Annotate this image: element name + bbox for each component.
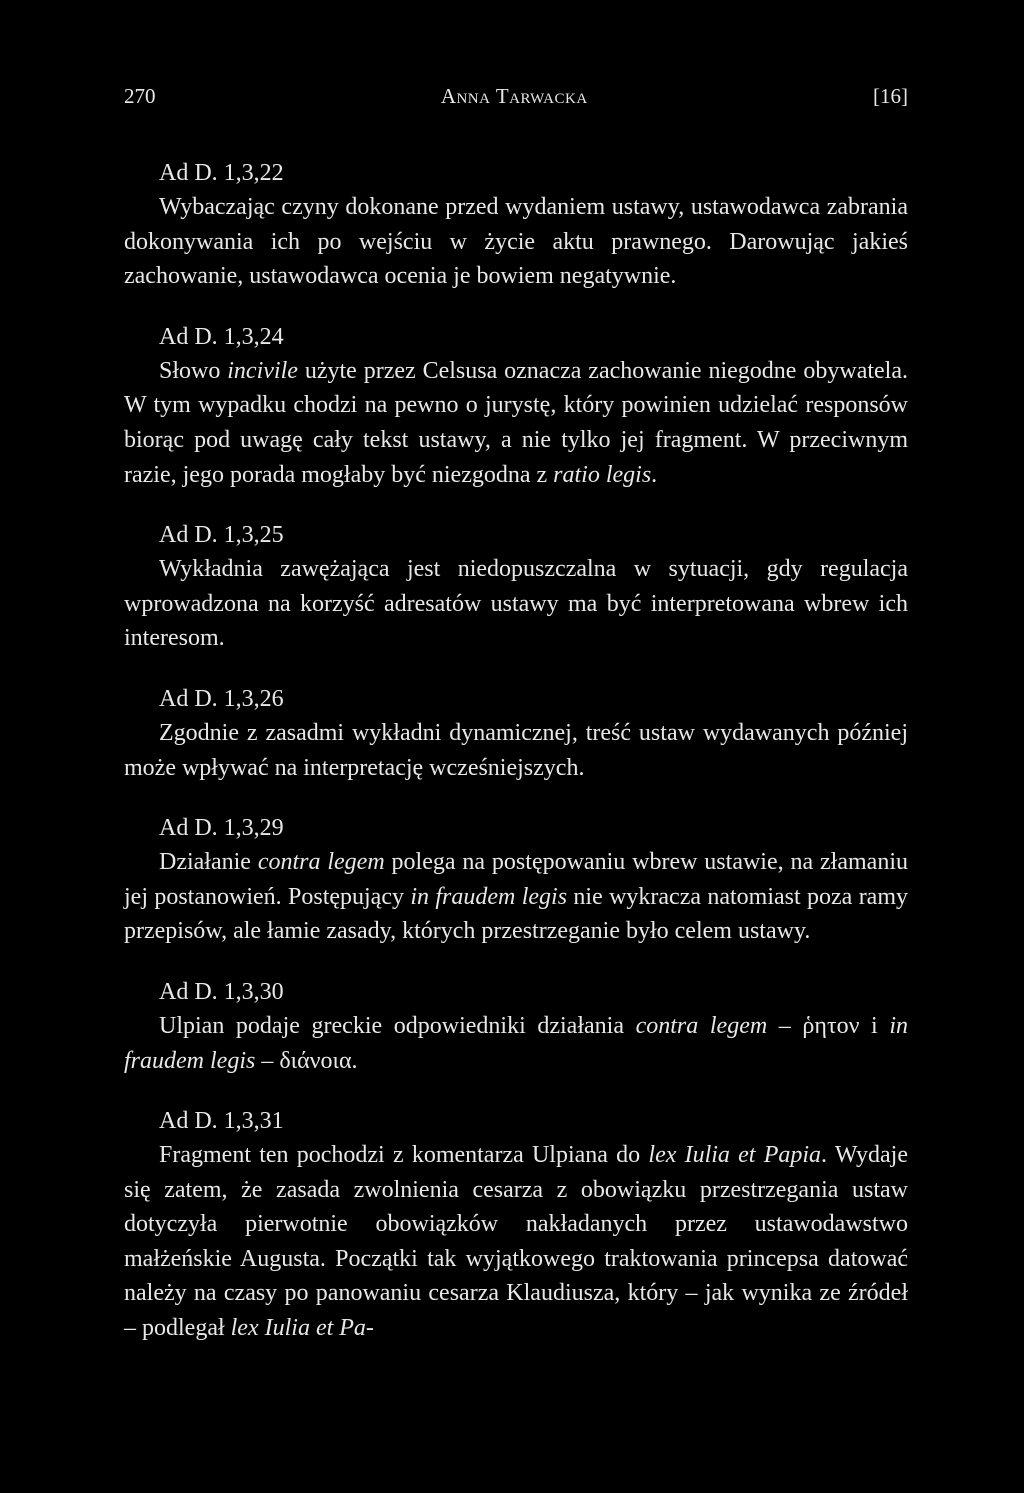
italic-term: contra legem	[257, 849, 385, 876]
section-heading: Ad D. 1,3,25	[159, 522, 284, 549]
section-body	[124, 1009, 908, 1078]
text-run: – ῥητον i	[767, 1012, 890, 1039]
commentary-section	[124, 682, 908, 785]
running-head-author: Anna Tarwacka	[440, 84, 588, 108]
text-run: Fragment ten pochodzi z komentarza Ulpiana do	[159, 1142, 649, 1169]
section-body	[124, 552, 908, 656]
text-run: Działanie	[159, 849, 258, 876]
text-run: – διάνοια.	[255, 1047, 358, 1074]
page	[124, 84, 908, 1372]
italic-term: ratio legis	[553, 461, 652, 488]
text-run: Ulpian podaje greckie odpowiedniki działania	[159, 1012, 636, 1039]
text-run: Wykładnia zawężająca jest niedopuszczalna w sytuacji, gdy regulacja wprowadzona na korzyść adresatów ustawy ma być interpretowana wbrew ich interesom.	[124, 556, 908, 652]
text-run: . Wydaje się zatem, że zasada zwolnienia cesarza z obowiązku przestrzegania ustaw dotyczyła pierwotnie obowiązków nakładanych przez ustawodawstwo małżeńskie Augusta. Początki tak wyjątkowego traktowania princepsa datować należy na czasy po panowaniu cesarza Klaudiusza, który – jak wynika ze źródeł – podlegał	[124, 1142, 909, 1342]
commentary-section	[124, 156, 908, 294]
italic-term: contra legem	[635, 1012, 768, 1039]
text-run: Wybaczając czyny dokonane przed wydaniem ustawy, ustawodawca zabrania dokonywania ich po wejściu w życie aktu prawnego. Darowując jakieś zachowanie, ustawodawca ocenia je bowiem negatywnie.	[124, 194, 908, 290]
text-run: Zgodnie z zasadmi wykładni dynamicznej, treść ustaw wydawanych później może wpływać na interpretację wcześniejszych.	[124, 719, 908, 781]
commentary-sections	[124, 156, 908, 1346]
italic-term: in fraudem legis	[124, 1012, 909, 1074]
italic-term: in fraudem legis	[410, 883, 568, 910]
italic-term: lex Iulia et Pa-	[230, 1315, 374, 1342]
text-run: .	[651, 461, 658, 488]
text-run: nie wykracza natomiast poza ramy przepisów, ale łamie zasady, których przestrzeganie było celem ustawy.	[124, 883, 909, 945]
text-run: polega na postępowaniu wbrew ustawie, na złamaniu jej postanowień. Postępujący	[124, 849, 908, 910]
section-heading: Ad D. 1,3,29	[159, 815, 284, 842]
commentary-section	[124, 811, 908, 949]
section-mark: [16]	[873, 84, 908, 108]
section-body	[124, 190, 908, 294]
running-head	[124, 84, 908, 124]
commentary-section	[124, 1104, 908, 1346]
section-body	[124, 716, 908, 785]
commentary-section	[124, 320, 908, 492]
section-heading: Ad D. 1,3,31	[159, 1108, 284, 1135]
section-body	[124, 845, 908, 949]
section-heading: Ad D. 1,3,22	[159, 160, 284, 186]
section-heading: Ad D. 1,3,24	[159, 323, 284, 350]
text-run: użyte przez Celsusa oznacza zachowanie niegodne obywatela. W tym wypadku chodzi na pewno o jurystę, który powinien udzielać responsów biorąc pod uwagę cały tekst ustawy, a nie tylko jej fragment. W przeciwnym razie, jego porada mogłaby być niezgodna z	[124, 357, 908, 488]
commentary-section	[124, 518, 908, 656]
commentary-section	[124, 975, 908, 1078]
italic-term: lex Iulia et Papia	[648, 1142, 822, 1169]
section-body	[124, 1138, 908, 1346]
text-run: Słowo	[159, 357, 228, 384]
section-heading: Ad D. 1,3,30	[159, 978, 284, 1005]
page-number: 270	[124, 84, 156, 108]
section-body	[124, 354, 908, 492]
italic-term: incivile	[227, 357, 298, 384]
section-heading: Ad D. 1,3,26	[159, 685, 284, 712]
